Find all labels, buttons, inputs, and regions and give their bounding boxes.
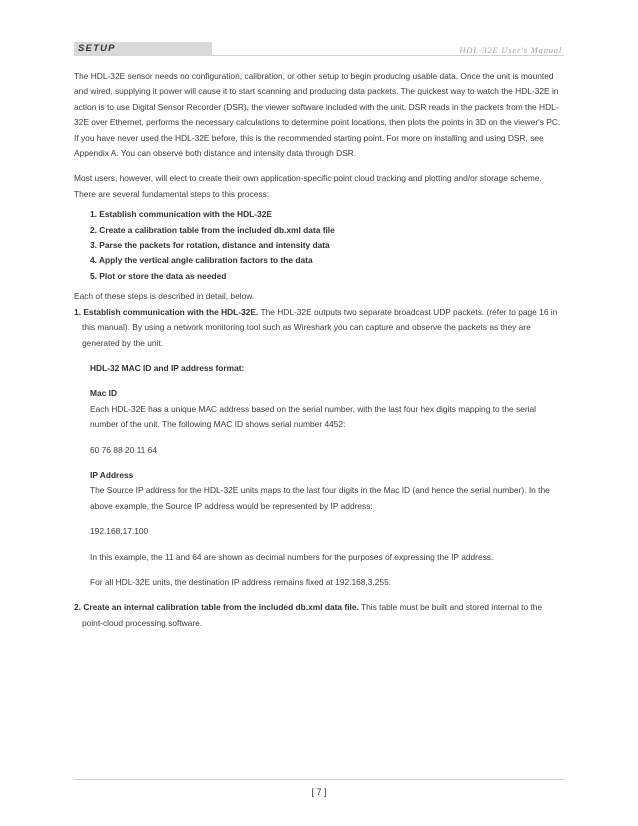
destination-ip-note: For all HDL-32E units, the destination IP address remains fixed at 192.168.3.255.	[90, 576, 392, 587]
section-1-heading: Establish communication with the HDL-32E.	[83, 306, 259, 317]
step-item: 1. Establish communication with the HDL-32E	[90, 209, 272, 220]
steps-list	[74, 207, 564, 284]
intro-paragraph-2: Most users, however, will elect to create their own application-specific point cloud tracking and plotting and/or storage scheme. There are several fundamental steps to this process:	[74, 173, 542, 199]
step-item: 3. Parse the packets for rotation, distance and intensity data	[90, 240, 330, 251]
header-section-title: SETUP	[78, 43, 116, 54]
ip-address-note: In this example, the 11 and 64 are shown as decimal numbers for the purposes of expressing the IP address.	[90, 551, 494, 562]
page-number: [ 7 ]	[311, 787, 327, 797]
page-header	[74, 42, 564, 56]
steps-note: Each of these steps is described in detail, below.	[74, 291, 255, 302]
mac-id-value: 60 76 88 20 11 64	[90, 444, 157, 455]
ip-address-text: The Source IP address for the HDL-32E units maps to the last four digits in the Mac ID (and hence the serial number). In the above example, the Source IP address would be represented by IP address:	[90, 485, 550, 511]
step-item: 2. Create a calibration table from the included db.xml data file	[90, 224, 335, 235]
header-document-title: HDL-32E User's Manual	[459, 45, 562, 55]
section-2-number: 2.	[74, 602, 81, 613]
ip-address-value: 192.168.17.100	[90, 526, 149, 537]
section-1-text: The HDL-32E outputs two separate broadcast UDP packets. (refer to page 16 in this manual). By using a network monitoring tool such as Wireshark you can capture and observe the packets as they are generated by the unit.	[82, 306, 558, 348]
mac-id-heading: Mac ID	[90, 388, 117, 399]
mac-id-text: Each HDL-32E has a unique MAC address based on the serial number, with the last four hex digits mapping to the serial number of the unit. The following MAC ID shows serial number 4452:	[90, 403, 536, 430]
ip-address-heading: IP Address	[90, 469, 134, 480]
section-1	[74, 305, 564, 351]
section-2-text: This table must be built and stored internal to the point-cloud processing software.	[82, 602, 543, 628]
footer-rule	[74, 779, 564, 780]
section-2	[74, 600, 564, 631]
intro-paragraph-1: The HDL-32E sensor needs no configuration, calibration, or other setup to begin producing usable data. Once the unit is mounted and wired, supplying it power will cause it to start scanning and producing data packets. The quickest way to watch the HDL-32E in action is to use Digital Sensor Recorder (DSR), the viewer software included with the unit. DSR reads in the packets from the HDL-32E over Ethernet, performs the necessary calculations to determine point locations, then plots the points in 3D on the viewer's PC. If you have never used the HDL-32E before, this is the recommended starting point. For more on installing and using DSR, see Appendix A. You can observe both distance and intensity data through DSR.	[74, 71, 561, 159]
address-format-heading: HDL-32 MAC ID and IP address format:	[90, 362, 245, 373]
header-section-tab	[74, 42, 212, 56]
section-2-heading: Create an internal calibration table from the included db.xml data file.	[83, 602, 359, 613]
page-body	[74, 69, 564, 631]
address-format-block	[74, 361, 564, 590]
step-item: 4. Apply the vertical angle calibration factors to the data	[90, 255, 313, 266]
section-1-number: 1.	[74, 306, 81, 317]
step-item: 5. Plot or store the data as needed	[90, 270, 227, 281]
header-rule	[212, 55, 564, 56]
